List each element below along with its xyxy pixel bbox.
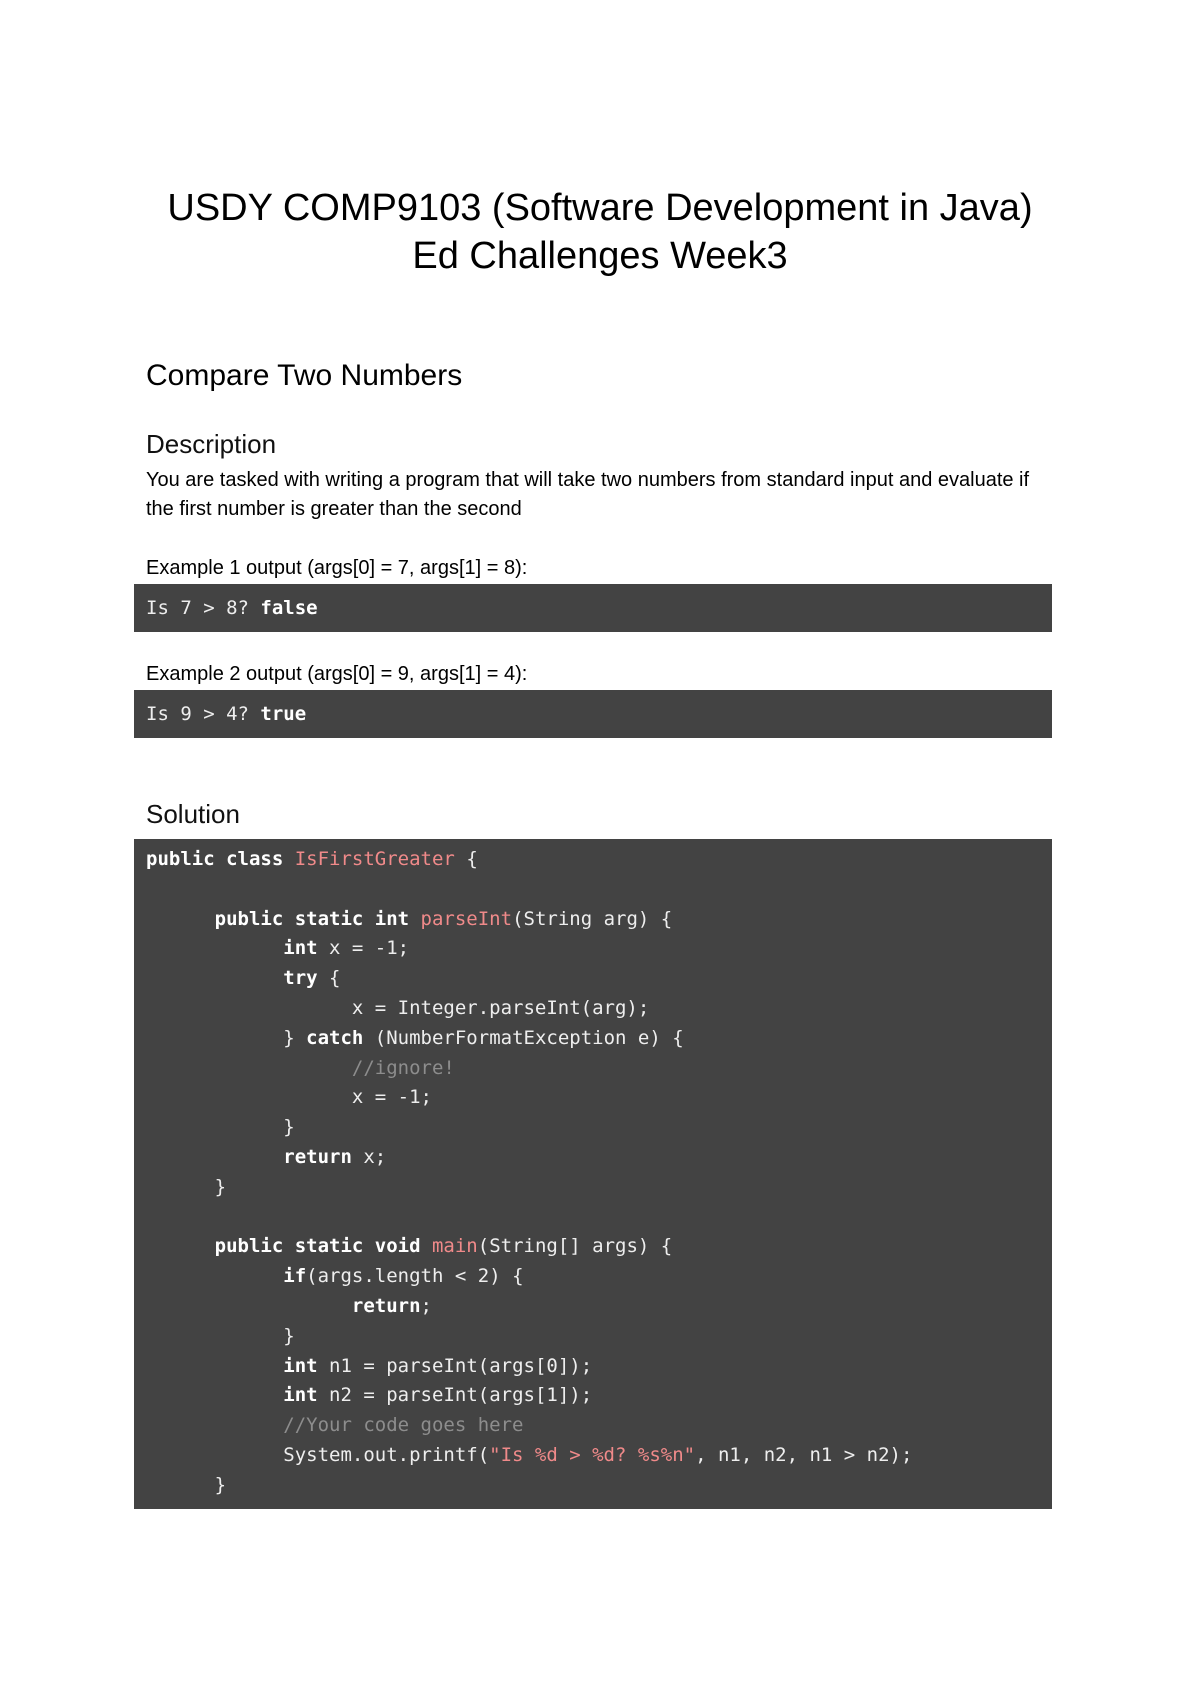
code-text — [146, 1295, 352, 1317]
code-line — [146, 1143, 1052, 1173]
code-identifier: parseInt — [420, 907, 513, 930]
code-line — [146, 1352, 1052, 1382]
code-line — [146, 1262, 1052, 1292]
example1-output-prefix: Is 7 > 8? — [146, 597, 261, 619]
code-line — [146, 994, 1052, 1024]
code-line — [146, 1441, 1052, 1471]
code-line — [146, 1203, 1052, 1233]
code-text — [146, 1265, 283, 1287]
code-comment: //ignore! — [351, 1056, 455, 1079]
code-text: } — [146, 1116, 295, 1139]
code-text — [146, 1355, 283, 1377]
code-keyword: public static void — [214, 1235, 432, 1258]
code-text: n1 = parseInt(args[0]); — [317, 1354, 593, 1377]
code-text: x = Integer.parseInt(arg); — [146, 996, 650, 1019]
code-text: x = -1; — [146, 1086, 432, 1109]
solution-heading: Solution — [146, 799, 240, 829]
code-keyword: try — [283, 967, 318, 990]
code-text: (String[] args) { — [477, 1235, 673, 1258]
code-text: { — [454, 848, 478, 870]
code-keyword: public static int — [214, 907, 421, 930]
code-line — [146, 1024, 1052, 1054]
code-keyword: public class — [146, 848, 295, 870]
code-keyword: int — [283, 1384, 318, 1407]
example2-label: Example 2 output (args[0] = 9, args[1] = 4): — [146, 663, 528, 685]
code-keyword: catch — [306, 1026, 364, 1049]
code-line — [146, 934, 1052, 964]
code-text: (String arg) { — [512, 907, 673, 930]
solution-code-block — [134, 839, 1052, 1509]
code-text: , n1, n2, n1 > n2); — [695, 1443, 913, 1466]
description-text: You are tasked with writing a program that will take two numbers from standard input and evaluate if the first number is greater than the second — [146, 469, 1030, 520]
code-text: } — [146, 1175, 227, 1198]
code-line — [146, 875, 1052, 905]
code-text: } — [146, 1324, 295, 1347]
code-line — [146, 1232, 1052, 1262]
code-line — [146, 845, 1052, 875]
code-keyword: return — [351, 1294, 421, 1317]
code-line — [146, 1292, 1052, 1322]
code-text — [146, 908, 215, 930]
code-line — [146, 1381, 1052, 1411]
code-text — [146, 1384, 283, 1406]
code-text: System.out.printf( — [146, 1443, 490, 1466]
code-line — [146, 905, 1052, 935]
code-text — [146, 1146, 283, 1168]
example1-output-value: false — [260, 597, 318, 619]
code-keyword: int — [283, 1354, 318, 1377]
code-text — [146, 937, 283, 959]
example2-output-prefix: Is 9 > 4? — [146, 703, 261, 725]
code-text: x; — [351, 1145, 387, 1168]
code-line — [146, 1113, 1052, 1143]
code-text — [146, 967, 283, 989]
description-heading: Description — [146, 429, 277, 459]
code-keyword: return — [283, 1145, 352, 1168]
code-text: { — [317, 967, 341, 990]
code-text: } — [146, 1473, 227, 1496]
document-title: USDY COMP9103 (Software Development in Java) Ed Challenges Week3 — [167, 187, 1033, 277]
code-text: ; — [420, 1294, 432, 1317]
code-keyword: int — [283, 937, 318, 960]
code-keyword: if — [283, 1265, 307, 1288]
code-text: x = -1; — [317, 937, 410, 960]
code-line — [146, 964, 1052, 994]
code-line — [146, 1322, 1052, 1352]
code-line — [146, 1173, 1052, 1203]
code-identifier: IsFirstGreater — [294, 848, 455, 870]
code-identifier: main — [431, 1235, 478, 1258]
example1-label: Example 1 output (args[0] = 7, args[1] = 8): — [146, 557, 528, 579]
code-text — [146, 1057, 352, 1079]
code-comment: //Your code goes here — [283, 1414, 524, 1437]
code-text — [146, 1235, 215, 1257]
example2-output — [134, 690, 1052, 738]
code-text — [146, 1414, 283, 1436]
section-title: Compare Two Numbers — [146, 359, 463, 392]
example2-output-value: true — [260, 703, 307, 725]
example1-output — [134, 584, 1052, 632]
code-text: n2 = parseInt(args[1]); — [317, 1384, 593, 1407]
code-line — [146, 1083, 1052, 1113]
code-line — [146, 1411, 1052, 1441]
code-text: (args.length < 2) { — [306, 1265, 524, 1288]
code-text: (NumberFormatException e) { — [363, 1026, 684, 1049]
code-text: } — [146, 1026, 307, 1049]
code-line — [146, 1471, 1052, 1501]
code-line — [146, 1054, 1052, 1084]
code-string: "Is %d > %d? %s%n" — [489, 1443, 696, 1466]
